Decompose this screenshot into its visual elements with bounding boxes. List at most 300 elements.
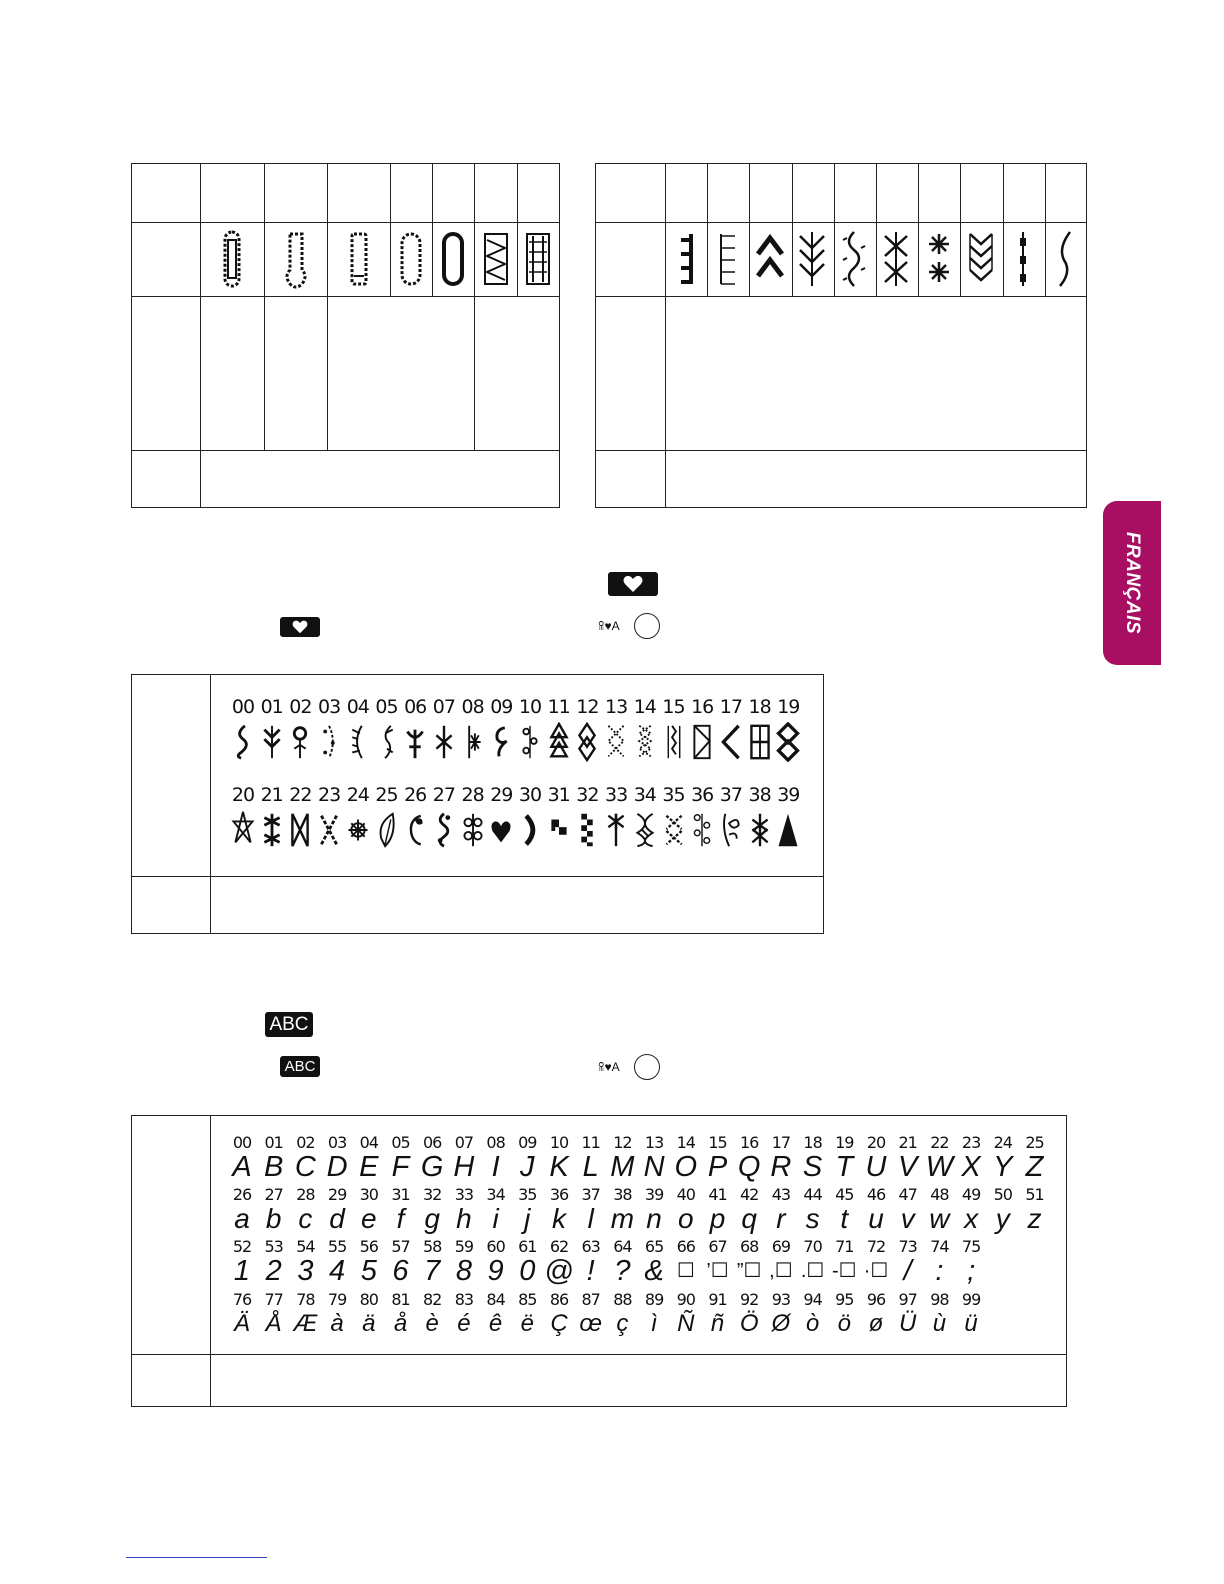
letter-number: 70 — [803, 1237, 822, 1256]
letter-78 — [289, 1291, 321, 1339]
letter-glyph: ; — [967, 1255, 976, 1287]
letter-number: 22 — [930, 1133, 949, 1152]
letter-number: 98 — [930, 1290, 949, 1309]
stitch-blanket-icon — [707, 223, 749, 295]
letter-number: 69 — [771, 1237, 791, 1256]
letter-19 — [828, 1134, 860, 1182]
letter-03 — [321, 1134, 353, 1182]
letter-number: 36 — [549, 1185, 569, 1204]
letter-number: 24 — [993, 1133, 1012, 1152]
pattern-number: 03 — [318, 696, 341, 718]
letter-glyph: ø — [868, 1310, 884, 1337]
letter-glyph: G — [420, 1151, 444, 1183]
letter-glyph: ü — [964, 1310, 978, 1337]
letter-mode-button[interactable] — [265, 1012, 313, 1037]
letter-number: 14 — [676, 1133, 695, 1152]
letter-79 — [321, 1291, 353, 1339]
letter-number: 01 — [264, 1133, 283, 1152]
letter-glyph: a — [234, 1203, 250, 1234]
letter-glyph: ·☐ — [863, 1260, 889, 1282]
pattern-33-icon — [604, 810, 628, 850]
letter-glyph: I — [491, 1151, 500, 1183]
letter-86 — [543, 1291, 575, 1339]
letter-glyph: x — [964, 1203, 979, 1234]
decorative-pattern-28 — [460, 784, 486, 850]
pattern-number: 12 — [576, 696, 599, 718]
pattern-number: 05 — [375, 696, 398, 718]
decorative-pattern-09 — [488, 696, 514, 762]
letter-glyph: ä — [362, 1310, 376, 1337]
letter-05 — [385, 1134, 417, 1182]
knob-ring-icon-2 — [634, 1054, 660, 1080]
letter-glyph: C — [294, 1151, 316, 1183]
letter-67 — [702, 1238, 734, 1286]
letter-glyph: ? — [614, 1255, 631, 1287]
letter-77 — [258, 1291, 290, 1339]
letter-43 — [765, 1186, 797, 1234]
letter-glyph: è — [425, 1310, 439, 1337]
letter-number: 82 — [423, 1290, 442, 1309]
letter-glyph: p — [709, 1203, 726, 1234]
letter-glyph: Ç — [550, 1310, 568, 1337]
pattern-00-icon — [231, 722, 255, 762]
buttonhole-wide-icon — [390, 223, 432, 295]
letter-31 — [385, 1186, 417, 1234]
letter-glyph: .☐ — [800, 1260, 825, 1282]
letter-number: 51 — [1025, 1185, 1044, 1204]
letter-68 — [733, 1238, 765, 1286]
letter-88 — [606, 1291, 638, 1339]
pattern-14-icon — [633, 722, 657, 762]
decorative-pattern-18 — [747, 696, 773, 762]
letter-number: 90 — [676, 1290, 695, 1309]
stitch-cross-icon — [875, 223, 917, 295]
letter-80 — [353, 1291, 385, 1339]
pattern-number: 31 — [547, 784, 570, 806]
decorative-pattern-08 — [460, 696, 486, 762]
letter-99 — [955, 1291, 987, 1339]
pattern-35-icon — [662, 810, 686, 850]
letter-glyph: U — [865, 1151, 887, 1183]
letter-16 — [733, 1134, 765, 1182]
letter-glyph: z — [1027, 1203, 1042, 1234]
decorative-pattern-15 — [661, 696, 687, 762]
knob-ring-icon — [634, 613, 660, 639]
pattern-number: 02 — [289, 696, 312, 718]
pattern-12-icon — [575, 722, 599, 762]
stitch-comb-icon — [665, 223, 707, 295]
letter-number: 29 — [327, 1185, 347, 1204]
letter-number: 84 — [486, 1290, 505, 1309]
pattern-selector-knob[interactable] — [598, 611, 668, 643]
letter-number: 35 — [518, 1185, 537, 1204]
letter-28 — [289, 1186, 321, 1234]
pattern-29-icon — [489, 810, 513, 850]
pattern-13-icon — [604, 722, 628, 762]
decorative-pattern-23 — [316, 784, 342, 850]
pattern-number: 09 — [490, 696, 513, 718]
pattern-number: 21 — [260, 784, 283, 806]
letter-23 — [955, 1134, 987, 1182]
letter-glyph: Z — [1025, 1151, 1044, 1183]
letter-glyph: Ü — [899, 1310, 917, 1337]
letter-42 — [733, 1186, 765, 1234]
letter-glyph: k — [552, 1203, 566, 1234]
language-tab[interactable] — [1103, 501, 1161, 665]
letter-glyph: 2 — [265, 1255, 282, 1287]
decorative-mode-icon — [280, 617, 320, 637]
letter-glyph: y — [995, 1203, 1010, 1234]
decorative-pattern-02 — [287, 696, 313, 762]
letter-01 — [258, 1134, 290, 1182]
letter-71 — [828, 1238, 860, 1286]
letter-97 — [892, 1291, 924, 1339]
letter-number: 04 — [359, 1133, 378, 1152]
letter-58 — [416, 1238, 448, 1286]
pattern-21-icon — [260, 810, 284, 850]
letter-glyph: ö — [837, 1310, 851, 1337]
letter-glyph: m — [610, 1203, 635, 1234]
letter-32 — [416, 1186, 448, 1234]
letter-13 — [638, 1134, 670, 1182]
letter-glyph: R — [770, 1151, 792, 1183]
knob-symbols-2: ꕉ♥A — [598, 1060, 620, 1074]
letter-number: 92 — [740, 1290, 759, 1309]
pattern-24-icon — [346, 810, 370, 850]
letter-04 — [353, 1134, 385, 1182]
pattern-34-icon — [633, 810, 657, 850]
letter-44 — [797, 1186, 829, 1234]
letter-glyph: ì — [650, 1310, 658, 1337]
letter-10 — [543, 1134, 575, 1182]
stitch-feather-icon — [791, 223, 833, 295]
letter-glyph: b — [265, 1203, 282, 1234]
letter-glyph: B — [264, 1151, 284, 1183]
letter-glyph: ë — [520, 1310, 534, 1337]
letter-number: 50 — [993, 1185, 1012, 1204]
letter-glyph: ,☐ — [769, 1260, 793, 1282]
letter-number: 46 — [866, 1185, 886, 1204]
letter-glyph: r — [776, 1203, 786, 1234]
letter-number: 43 — [771, 1185, 791, 1204]
letter-glyph: l — [587, 1203, 594, 1234]
letter-number: 40 — [676, 1185, 695, 1204]
letter-glyph: t — [840, 1203, 849, 1234]
pattern-10-icon — [518, 722, 542, 762]
letter-number: 21 — [898, 1133, 917, 1152]
letter-glyph: å — [393, 1310, 408, 1337]
pattern-number: 11 — [547, 696, 570, 718]
letter-number: 00 — [232, 1133, 252, 1152]
pattern-39-icon — [776, 810, 800, 850]
pattern-38-icon — [748, 810, 772, 850]
decorative-pattern-01 — [259, 696, 285, 762]
letter-glyph: J — [520, 1151, 535, 1183]
letter-glyph: v — [900, 1203, 915, 1234]
letter-glyph: Q — [737, 1151, 761, 1183]
letter-number: 17 — [771, 1133, 791, 1152]
letter-65 — [638, 1238, 670, 1286]
letter-29 — [321, 1186, 353, 1234]
letter-glyph: c — [298, 1203, 313, 1234]
pattern-number: 14 — [633, 696, 656, 718]
letter-50 — [987, 1186, 1019, 1234]
stitch-arrow-icon — [749, 223, 791, 295]
pattern-number: 27 — [432, 784, 455, 806]
letter-76 — [226, 1291, 258, 1339]
pattern-37-icon — [719, 810, 743, 850]
letter-15 — [702, 1134, 734, 1182]
decorative-pattern-12 — [574, 696, 600, 762]
decorative-pattern-33 — [603, 784, 629, 850]
pattern-26-icon — [403, 810, 427, 850]
letter-glyph: O — [674, 1151, 698, 1183]
stitch-bead-icon — [1002, 223, 1044, 295]
pattern-number: 17 — [719, 696, 742, 718]
letter-glyph: o — [678, 1203, 694, 1234]
decorative-pattern-30 — [517, 784, 543, 850]
letter-number: 73 — [898, 1237, 917, 1256]
letter-glyph: e — [361, 1203, 377, 1234]
pattern-number: 08 — [461, 696, 484, 718]
letter-85 — [511, 1291, 543, 1339]
letter-number: 91 — [708, 1290, 727, 1309]
letter-22 — [923, 1134, 955, 1182]
letter-74 — [923, 1238, 955, 1286]
letter-number: 11 — [581, 1133, 600, 1152]
letter-glyph: f — [396, 1203, 405, 1234]
letter-number: 19 — [835, 1133, 854, 1152]
pattern-number: 37 — [719, 784, 742, 806]
letter-61 — [511, 1238, 543, 1286]
letter-number: 96 — [866, 1290, 886, 1309]
letter-glyph: ç — [616, 1310, 629, 1337]
letter-27 — [258, 1186, 290, 1234]
letter-47 — [892, 1186, 924, 1234]
decorative-mode-button[interactable] — [608, 572, 658, 596]
pattern-05-icon — [375, 722, 399, 762]
letter-18 — [797, 1134, 829, 1182]
letter-number: 61 — [518, 1237, 537, 1256]
letter-glyph: -☐ — [832, 1260, 857, 1282]
letter-41 — [702, 1186, 734, 1234]
decorative-pattern-07 — [431, 696, 457, 762]
letter-91 — [702, 1291, 734, 1339]
letter-glyph: à — [330, 1310, 344, 1337]
pattern-number: 25 — [375, 784, 398, 806]
language-tab-label: FRANÇAIS — [1122, 531, 1143, 635]
letter-glyph: d — [329, 1203, 345, 1234]
pattern-number: 15 — [662, 696, 685, 718]
buttonhole-narrow-icon — [327, 223, 390, 295]
letter-63 — [575, 1238, 607, 1286]
letter-glyph: u — [868, 1203, 884, 1234]
stitch-table — [595, 163, 1087, 508]
pattern-number: 35 — [662, 784, 685, 806]
letter-number: 49 — [961, 1185, 981, 1204]
letter-number: 85 — [518, 1290, 537, 1309]
buttonhole-keyhole-icon — [264, 223, 327, 295]
letter-glyph: M — [610, 1151, 635, 1183]
letter-mode-icon-label: ABC — [284, 1058, 316, 1075]
letter-59 — [448, 1238, 480, 1286]
letter-06 — [416, 1134, 448, 1182]
letter-glyph: T — [835, 1151, 854, 1183]
letter-number: 56 — [359, 1237, 378, 1256]
letter-00 — [226, 1134, 258, 1182]
pattern-number: 23 — [318, 784, 341, 806]
letter-number: 37 — [581, 1185, 600, 1204]
letter-46 — [860, 1186, 892, 1234]
decorative-pattern-31 — [546, 784, 572, 850]
letter-69 — [765, 1238, 797, 1286]
letter-glyph: & — [644, 1255, 664, 1287]
pattern-number: 00 — [231, 696, 255, 718]
buttonhole-bartack-icon — [432, 223, 474, 295]
decorative-pattern-34 — [632, 784, 658, 850]
decorative-pattern-16 — [689, 696, 715, 762]
letter-94 — [797, 1291, 829, 1339]
pattern-25-icon — [375, 810, 399, 850]
letter-number: 83 — [454, 1290, 474, 1309]
pattern-number: 38 — [748, 784, 771, 806]
decorative-pattern-21 — [259, 784, 285, 850]
letter-02 — [289, 1134, 321, 1182]
letter-89 — [638, 1291, 670, 1339]
letter-number: 87 — [581, 1290, 600, 1309]
pattern-number: 24 — [346, 784, 369, 806]
letter-number: 03 — [327, 1133, 347, 1152]
letter-number: 47 — [898, 1185, 917, 1204]
pattern-18-icon — [748, 722, 772, 762]
letter-number: 94 — [803, 1290, 822, 1309]
letter-66 — [670, 1238, 702, 1286]
letter-number: 20 — [866, 1133, 886, 1152]
letter-glyph: 4 — [329, 1255, 346, 1287]
letter-81 — [385, 1291, 417, 1339]
decorative-pattern-14 — [632, 696, 658, 762]
letter-number: 27 — [264, 1185, 283, 1204]
decorative-pattern-11 — [546, 696, 572, 762]
pattern-28-icon — [461, 810, 485, 850]
letter-glyph: 9 — [487, 1255, 504, 1287]
decorative-pattern-26 — [402, 784, 428, 850]
pattern-08-icon — [461, 722, 485, 762]
letter-glyph: 5 — [360, 1255, 377, 1287]
letter-number: 10 — [549, 1133, 569, 1152]
letter-glyph: Å — [265, 1310, 282, 1337]
letter-number: 76 — [232, 1290, 252, 1309]
letter-number: 34 — [486, 1185, 505, 1204]
letter-number: 88 — [613, 1290, 632, 1309]
letter-number: 77 — [264, 1290, 283, 1309]
buttonhole-zigzag-icon — [474, 223, 517, 295]
letter-98 — [923, 1291, 955, 1339]
pattern-15-icon — [662, 722, 686, 762]
decorative-pattern-22 — [287, 784, 313, 850]
letter-number: 02 — [296, 1133, 315, 1152]
pattern-number: 10 — [518, 696, 542, 718]
decorative-pattern-39 — [775, 784, 801, 850]
decorative-pattern-35 — [661, 784, 687, 850]
pattern-06-icon — [403, 722, 427, 762]
letter-56 — [353, 1238, 385, 1286]
letter-glyph: h — [456, 1203, 472, 1234]
letter-number: 05 — [391, 1133, 410, 1152]
pattern-selector-knob-2[interactable] — [598, 1052, 668, 1084]
letter-number: 68 — [740, 1237, 759, 1256]
letter-number: 81 — [391, 1290, 410, 1309]
footer-rule — [126, 1557, 267, 1558]
letter-number: 54 — [296, 1237, 315, 1256]
letter-54 — [289, 1238, 321, 1286]
letter-number: 31 — [391, 1185, 410, 1204]
letter-07 — [448, 1134, 480, 1182]
letter-number: 78 — [296, 1290, 315, 1309]
letter-75 — [955, 1238, 987, 1286]
letter-mode-icon — [280, 1056, 320, 1077]
pattern-number: 22 — [289, 784, 312, 806]
letter-glyph: ☐ — [676, 1260, 695, 1282]
letter-17 — [765, 1134, 797, 1182]
letter-number: 72 — [866, 1237, 886, 1256]
letter-glyph: 6 — [392, 1255, 409, 1287]
pattern-number: 07 — [432, 696, 455, 718]
letter-glyph: ñ — [710, 1310, 725, 1337]
pattern-36-icon — [690, 810, 714, 850]
letter-52 — [226, 1238, 258, 1286]
decorative-pattern-29 — [488, 784, 514, 850]
pattern-02-icon — [288, 722, 312, 762]
letter-60 — [480, 1238, 512, 1286]
letter-48 — [923, 1186, 955, 1234]
pattern-22-icon — [288, 810, 312, 850]
letter-glyph: : — [935, 1255, 944, 1287]
letter-glyph: ’☐ — [706, 1260, 729, 1282]
pattern-03-icon — [317, 722, 341, 762]
letter-glyph: Æ — [293, 1310, 318, 1337]
decorative-pattern-38 — [747, 784, 773, 850]
pattern-number: 01 — [260, 696, 283, 718]
letter-number: 13 — [644, 1133, 664, 1152]
letter-number: 62 — [549, 1237, 569, 1256]
letter-number: 45 — [835, 1185, 854, 1204]
pattern-number: 20 — [231, 784, 255, 806]
letter-glyph: W — [925, 1151, 954, 1183]
letter-number: 64 — [613, 1237, 632, 1256]
knob-symbols: ꕉ♥A — [598, 619, 620, 633]
decorative-pattern-05 — [374, 696, 400, 762]
letter-number: 41 — [708, 1185, 727, 1204]
letter-glyph: P — [707, 1151, 728, 1183]
pattern-30-icon — [518, 810, 542, 850]
letter-39 — [638, 1186, 670, 1234]
pattern-09-icon — [489, 722, 513, 762]
decorative-pattern-06 — [402, 696, 428, 762]
letter-49 — [955, 1186, 987, 1234]
letter-12 — [606, 1134, 638, 1182]
letter-84 — [480, 1291, 512, 1339]
letter-number: 25 — [1025, 1133, 1044, 1152]
pattern-23-icon — [317, 810, 341, 850]
letter-09 — [511, 1134, 543, 1182]
letter-glyph: i — [492, 1203, 499, 1234]
letter-33 — [448, 1186, 480, 1234]
letter-number: 58 — [423, 1237, 442, 1256]
letter-glyph: F — [391, 1151, 410, 1183]
letter-93 — [765, 1291, 797, 1339]
letter-35 — [511, 1186, 543, 1234]
